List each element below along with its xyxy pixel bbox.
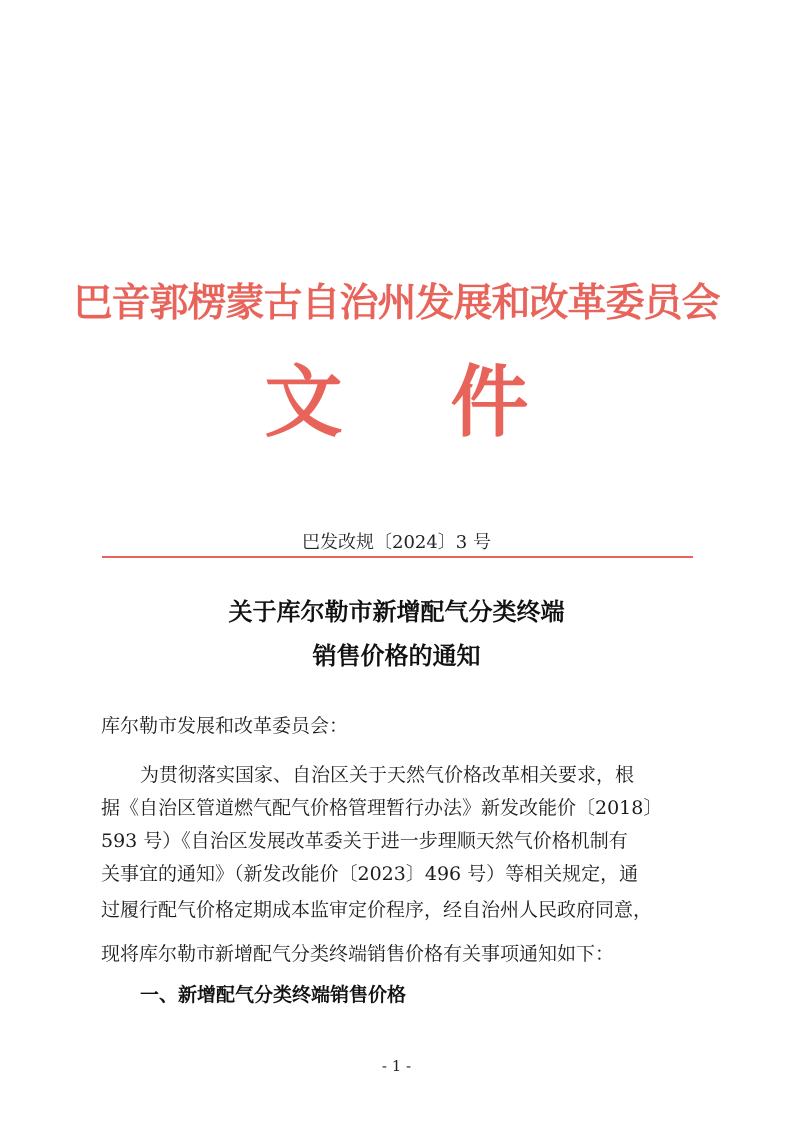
document-number: 巴发改规〔2024〕3 号: [302, 532, 491, 553]
document-type-char-1: 文: [264, 357, 343, 448]
body-line-1: 为贯彻落实国家、自治区关于天然气价格改革相关要求，根: [140, 764, 635, 786]
addressee: 库尔勒市发展和改革委员会：: [101, 715, 349, 737]
issuing-organization-header: 巴音郭楞蒙古自治州发展和改革委员会: [73, 281, 720, 326]
body-line-3: 593 号）《自治区发展改革委关于进一步理顺天然气价格机制有: [101, 830, 628, 852]
page-number: - 1 -: [381, 1057, 412, 1075]
body-line-4: 关事宜的通知》（新发改能价〔2023〕496 号）等相关规定，通: [101, 863, 639, 885]
document-title-line-2: 销售价格的通知: [312, 641, 481, 670]
document-type-header: [0, 340, 793, 452]
document-title-line-1: 关于库尔勒市新增配气分类终端: [228, 597, 565, 626]
document-type-char-2: 件: [450, 357, 529, 448]
body-line-6: 现将库尔勒市新增配气分类终端销售价格有关事项通知如下：: [101, 943, 615, 965]
section-heading: 一、新增配气分类终端销售价格: [140, 984, 407, 1006]
body-line-5: 过履行配气价格定期成本监审定价程序，经自治州人民政府同意，: [101, 899, 653, 921]
body-line-2: 据《自治区管道燃气配气价格管理暂行办法》新发改能价〔2018〕: [101, 797, 663, 819]
red-divider-line: [102, 556, 693, 558]
